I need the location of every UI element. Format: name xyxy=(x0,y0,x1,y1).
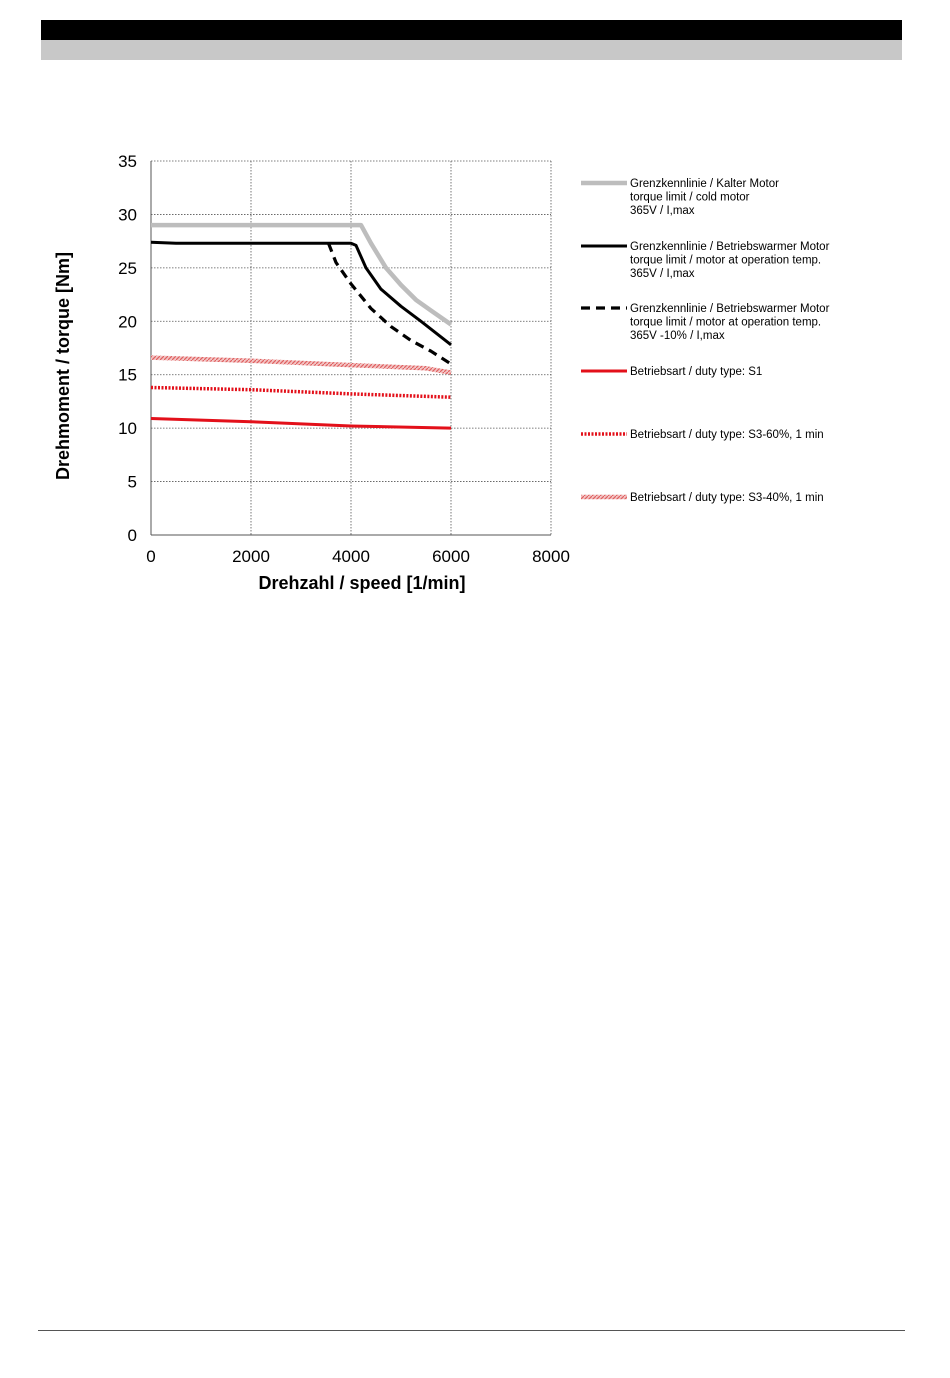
x-tick-label: 0 xyxy=(146,547,156,566)
legend-item-6 xyxy=(581,492,824,504)
legend-label: Betriebsart / duty type: S1 xyxy=(630,366,763,378)
y-tick-label: 0 xyxy=(127,526,137,545)
chart-series xyxy=(151,225,451,428)
legend-item-5 xyxy=(581,429,824,441)
chart-legend xyxy=(581,178,830,504)
legend-item-3 xyxy=(581,303,830,342)
series-line-2 xyxy=(151,242,451,345)
x-axis-title: Drehzahl / speed [1/min] xyxy=(258,573,466,593)
legend-label: Grenzkennlinie / Betriebswarmer Motor xyxy=(630,303,830,315)
y-tick-label: 10 xyxy=(118,419,137,439)
legend-label: 365V / I,max xyxy=(630,205,695,217)
y-tick-label: 25 xyxy=(118,258,137,278)
series-line-5 xyxy=(151,388,451,398)
series-line-6 xyxy=(151,358,451,373)
footer-rule xyxy=(38,1330,905,1331)
y-tick-label: 5 xyxy=(127,472,137,492)
legend-label: 365V / I,max xyxy=(630,268,695,280)
x-tick-label: 8000 xyxy=(532,547,570,566)
legend-item-2 xyxy=(581,241,830,280)
series-line-4 xyxy=(151,419,451,429)
legend-label: Grenzkennlinie / Kalter Motor xyxy=(630,178,779,190)
legend-item-1 xyxy=(581,178,779,217)
y-tick-label: 30 xyxy=(118,205,137,225)
legend-label: Betriebsart / duty type: S3-40%, 1 min xyxy=(630,492,824,504)
chart-grid xyxy=(151,161,551,535)
y-axis-title: Drehmoment / torque [Nm] xyxy=(53,251,73,481)
x-tick-label: 6000 xyxy=(432,547,470,566)
y-tick-label: 20 xyxy=(118,312,137,332)
y-tick-label: 15 xyxy=(118,365,137,385)
legend-label: Grenzkennlinie / Betriebswarmer Motor xyxy=(630,241,830,253)
x-tick-label: 4000 xyxy=(332,547,370,566)
legend-label: torque limit / motor at operation temp. xyxy=(630,316,822,329)
legend-label: Betriebsart / duty type: S3-60%, 1 min xyxy=(630,429,824,441)
legend-item-4 xyxy=(581,366,762,378)
legend-label: torque limit / cold motor xyxy=(630,191,750,204)
legend-label: 365V -10% / I,max xyxy=(630,330,725,342)
y-tick-label: 35 xyxy=(118,152,137,171)
x-tick-label: 2000 xyxy=(232,547,270,566)
series-line-3 xyxy=(329,243,452,364)
legend-label: torque limit / motor at operation temp. xyxy=(630,254,822,267)
